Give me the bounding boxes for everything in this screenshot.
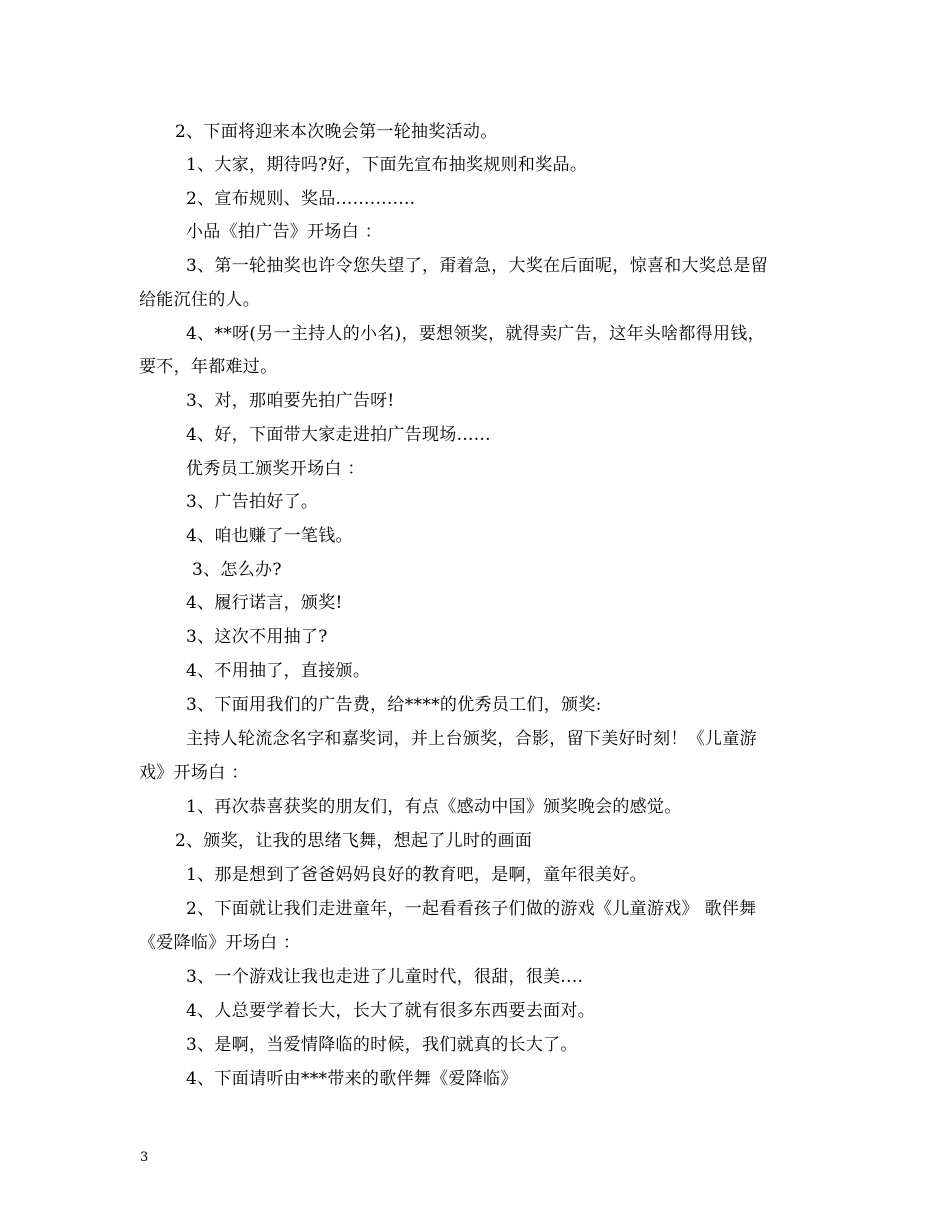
text-line: 4、不用抽了，直接颁。: [186, 661, 371, 681]
text-line: 1、大家，期待吗?好，下面先宣布抽奖规则和奖品。: [186, 155, 588, 175]
text-line: 4、**呀(另一主持人的小名)，要想领奖，就得卖广告，这年头啥都得用钱，: [186, 324, 765, 344]
text-line: 4、人总要学着长大，长大了就有很多东西要去面对。: [186, 1001, 596, 1021]
text-line: 主持人轮流念名字和嘉奖词，并上台颁奖，合影，留下美好时刻！《儿童游: [186, 729, 757, 749]
text-line: 4、好，下面带大家走进拍广告现场......: [186, 425, 491, 445]
text-line: 3、对，那咱要先拍广告呀!: [186, 391, 395, 411]
text-line: 3、是啊，当爱情降临的时候，我们就真的长大了。: [186, 1035, 578, 1055]
text-line: 3、广告拍好了。: [186, 492, 319, 512]
text-line: 2、下面就让我们走进童年，一起看看孩子们做的游戏《儿童游戏》 歌伴舞: [186, 899, 757, 919]
text-line: 2、颁奖，让我的思绪飞舞，想起了儿时的画面: [175, 831, 533, 851]
text-line: 要不，年都难过。: [139, 357, 278, 377]
text-line: 4、履行诺言，颁奖!: [186, 593, 343, 613]
text-line: 3、这次不用抽了?: [186, 627, 328, 647]
text-line: 给能沉住的人。: [139, 290, 261, 310]
text-line: 4、下面请听由***带来的歌伴舞《爱降临》: [186, 1069, 518, 1089]
text-line: 3、第一轮抽奖也许令您失望了，甭着急，大奖在后面呢，惊喜和大奖总是留: [186, 256, 769, 276]
text-line: 1、那是想到了爸爸妈妈良好的教育吧，是啊，童年很美好。: [186, 865, 647, 885]
text-line: 4、咱也赚了一笔钱。: [186, 526, 353, 546]
text-line: 3、怎么办?: [192, 560, 282, 580]
text-line: 1、再次恭喜获奖的朋友们，有点《感动中国》颁奖晚会的感觉。: [186, 797, 682, 817]
text-line: 2、宣布规则、奖品..............: [186, 189, 416, 209]
text-line: 《爱降临》开场白 ：: [139, 933, 301, 953]
page-number: 3: [140, 1150, 149, 1165]
text-line: 3、下面用我们的广告费，给****的优秀员工们，颁奖:: [186, 695, 602, 715]
text-line: 戏》开场白 ：: [139, 763, 249, 783]
text-line: 小品《拍广告》开场白 ：: [186, 222, 383, 242]
text-line: 2、下面将迎来本次晚会第一轮抽奖活动。: [175, 122, 498, 142]
text-line: 优秀员工颁奖开场白 ：: [186, 459, 365, 479]
text-line: 3、一个游戏让我也走进了儿童时代，很甜，很美....: [186, 967, 584, 987]
